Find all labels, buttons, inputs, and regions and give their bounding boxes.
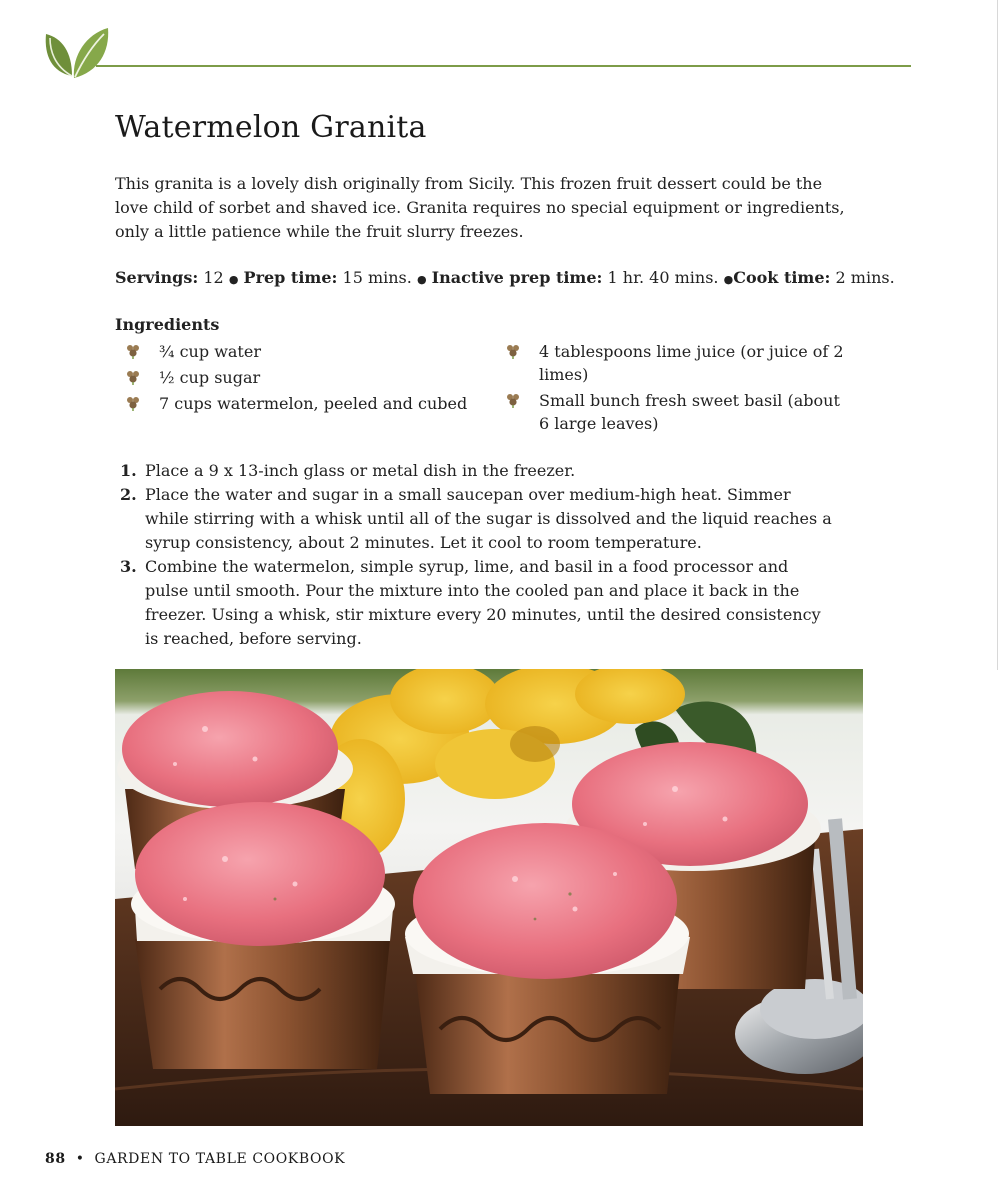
ingredient-item <box>125 340 485 363</box>
recipe-title: Watermelon Granita <box>115 110 427 145</box>
prep-value: 15 mins. <box>342 268 412 287</box>
meta-separator: ● <box>416 273 427 286</box>
ingredient-text: ½ cup sugar <box>159 368 261 387</box>
step-number: 1. <box>120 461 137 480</box>
page-number: 88 <box>45 1151 66 1167</box>
step-text: Place a 9 x 13-inch glass or metal dish in the freezer. <box>145 461 576 480</box>
flower-bullet-icon <box>125 395 141 411</box>
ingredient-text: 7 cups watermelon, peeled and cubed <box>159 394 468 413</box>
step-text: Place the water and sugar in a small saucepan over medium-high heat. Simmer while stirring with a whisk until all of the sugar is dissolved and the liquid reaches a syrup consistency, about 2 minutes. Let it cool to room temperature. <box>145 485 832 552</box>
ingredient-item <box>505 389 850 435</box>
book-title: GARDEN TO TABLE COOKBOOK <box>94 1151 346 1167</box>
inactive-value: 1 hr. 40 mins. <box>607 268 719 287</box>
meta-separator: ● <box>723 273 734 286</box>
step-number: 3. <box>120 557 137 576</box>
flower-bullet-icon <box>505 392 521 408</box>
inactive-label: Inactive prep time: <box>431 268 603 287</box>
ingredients-list-left <box>125 340 485 418</box>
instruction-step <box>115 459 835 483</box>
step-number: 2. <box>120 485 137 504</box>
ingredient-text: ¾ cup water <box>159 342 261 361</box>
ingredient-item <box>125 392 485 415</box>
meta-separator: ● <box>228 273 239 286</box>
servings-value: 12 <box>203 268 224 287</box>
servings-label: Servings: <box>115 268 199 287</box>
page-footer <box>45 1151 345 1167</box>
instruction-step <box>115 555 835 651</box>
leaf-icon <box>42 26 112 82</box>
ingredients-heading: Ingredients <box>115 315 220 334</box>
step-text: Combine the watermelon, simple syrup, lime, and basil in a food processor and pulse until smooth. Pour the mixture into the cooled pan and place it back in the freezer. Using a whisk, stir mixture every 20 minutes, until the desired consistency is reached, before serving. <box>145 557 821 648</box>
ingredient-text: 4 tablespoons lime juice (or juice of 2 limes) <box>539 342 844 384</box>
cook-label: Cook time: <box>733 268 831 287</box>
cook-value: 2 mins. <box>835 268 895 287</box>
recipe-intro: This granita is a lovely dish originally from Sicily. This frozen fruit dessert could be the love child of sorbet and shaved ice. Granita requires no special equipment or ingredients, only a little patience while the fruit slurry freezes. <box>115 174 845 241</box>
flower-bullet-icon <box>125 369 141 385</box>
flower-bullet-icon <box>505 343 521 359</box>
ingredient-item <box>125 366 485 389</box>
granita-photo <box>115 669 863 1126</box>
flower-bullet-icon <box>125 343 141 359</box>
instruction-step <box>115 483 835 555</box>
prep-label: Prep time: <box>243 268 338 287</box>
page-edge-line <box>997 0 998 670</box>
header-rule <box>96 65 911 67</box>
instructions-list <box>115 459 835 651</box>
ingredients-list-right <box>505 340 850 438</box>
ingredient-item <box>505 340 850 386</box>
footer-separator: • <box>75 1151 85 1167</box>
recipe-meta <box>115 266 895 292</box>
ingredient-text: Small bunch fresh sweet basil (about 6 large leaves) <box>539 391 840 433</box>
